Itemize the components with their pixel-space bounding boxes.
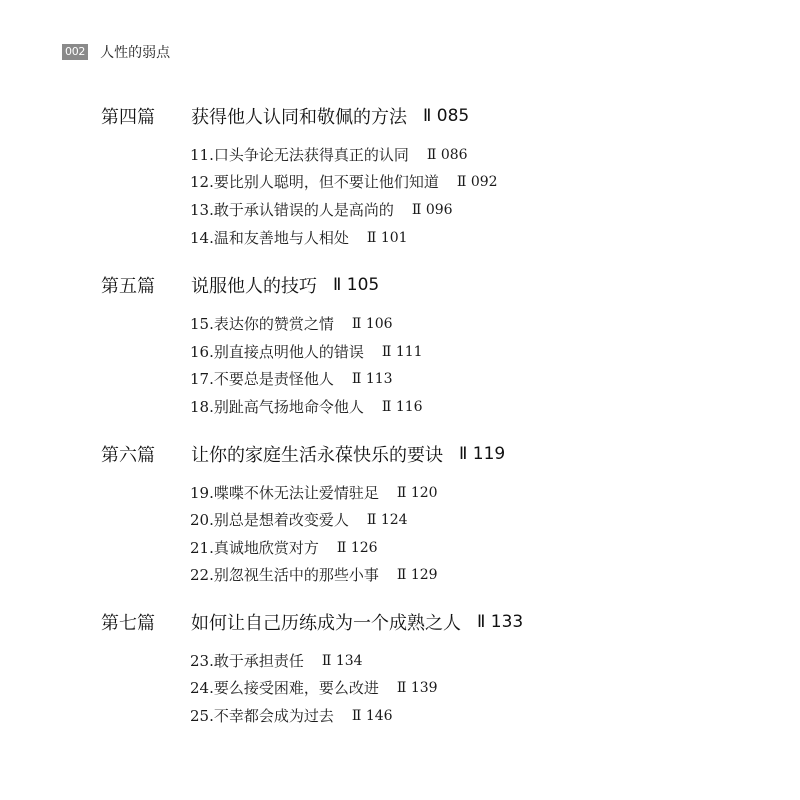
- part-title: 让你的家庭生活永葆快乐的要诀: [191, 445, 443, 466]
- page-header: [62, 43, 170, 61]
- chapter-entry: [190, 509, 408, 530]
- chapter-page-number: Ⅱ 116: [381, 398, 423, 415]
- chapter-entry: [190, 677, 438, 698]
- chapter-page-number: Ⅱ 124: [366, 511, 408, 528]
- chapter-title: 14.温和友善地与人相处: [190, 229, 349, 247]
- chapter-title: 23.敢于承担责任: [190, 652, 304, 670]
- chapter-page-number: Ⅱ 086: [426, 146, 468, 163]
- chapter-title: 12.要比别人聪明，但不要让他们知道: [190, 173, 439, 191]
- part-heading: [101, 441, 505, 467]
- chapter-title: 18.别趾高气扬地命令他人: [190, 398, 364, 416]
- chapter-title: 20.别总是想着改变爱人: [190, 511, 349, 529]
- page-number: 002: [62, 44, 88, 60]
- chapter-entry: [190, 144, 468, 165]
- part-label: 第六篇: [101, 445, 155, 466]
- part-label: 第四篇: [101, 107, 155, 128]
- part-page-number: Ⅱ 133: [477, 612, 524, 632]
- chapter-entry: [190, 341, 423, 362]
- chapter-page-number: Ⅱ 101: [366, 229, 408, 246]
- chapter-entry: [190, 705, 393, 726]
- chapter-title: 19.喋喋不休无法让爱情驻足: [190, 484, 379, 502]
- part-label: 第五篇: [101, 276, 155, 297]
- part-label: 第七篇: [101, 613, 155, 634]
- chapter-entry: [190, 396, 423, 417]
- chapter-page-number: Ⅱ 134: [321, 652, 363, 669]
- chapter-page-number: Ⅱ 096: [411, 201, 453, 218]
- chapter-entry: [190, 368, 393, 389]
- chapter-title: 11.口头争论无法获得真正的认同: [190, 146, 409, 164]
- chapter-entry: [190, 482, 438, 503]
- chapter-title: 13.敢于承认错误的人是高尚的: [190, 201, 394, 219]
- chapter-title: 24.要么接受困难，要么改进: [190, 679, 379, 697]
- chapter-page-number: Ⅱ 139: [396, 679, 438, 696]
- chapter-page-number: Ⅱ 126: [336, 539, 378, 556]
- book-title: 人性的弱点: [100, 45, 171, 61]
- chapter-title: 16.别直接点明他人的错误: [190, 343, 364, 361]
- part-title: 如何让自己历练成为一个成熟之人: [191, 613, 461, 634]
- chapter-page-number: Ⅱ 120: [396, 484, 438, 501]
- chapter-title: 15.表达你的赞赏之情: [190, 315, 334, 333]
- part-heading: [101, 272, 379, 298]
- chapter-title: 21.真诚地欣赏对方: [190, 539, 319, 557]
- part-heading: [101, 103, 469, 129]
- chapter-page-number: Ⅱ 129: [396, 566, 438, 583]
- chapter-entry: [190, 171, 498, 192]
- chapter-entry: [190, 199, 453, 220]
- chapter-entry: [190, 537, 378, 558]
- chapter-entry: [190, 227, 408, 248]
- part-page-number: Ⅱ 119: [459, 444, 506, 464]
- chapter-page-number: Ⅱ 111: [381, 343, 423, 360]
- part-title: 获得他人认同和敬佩的方法: [191, 107, 407, 128]
- chapter-page-number: Ⅱ 146: [351, 707, 393, 724]
- chapter-title: 17.不要总是责怪他人: [190, 370, 334, 388]
- part-title: 说服他人的技巧: [191, 276, 317, 297]
- chapter-entry: [190, 650, 363, 671]
- chapter-entry: [190, 313, 393, 334]
- chapter-title: 25.不幸都会成为过去: [190, 707, 334, 725]
- part-page-number: Ⅱ 085: [423, 106, 470, 126]
- chapter-page-number: Ⅱ 106: [351, 315, 393, 332]
- chapter-entry: [190, 564, 438, 585]
- part-page-number: Ⅱ 105: [333, 275, 380, 295]
- chapter-page-number: Ⅱ 092: [456, 173, 498, 190]
- chapter-title: 22.别忽视生活中的那些小事: [190, 566, 379, 584]
- chapter-page-number: Ⅱ 113: [351, 370, 393, 387]
- part-heading: [101, 609, 523, 635]
